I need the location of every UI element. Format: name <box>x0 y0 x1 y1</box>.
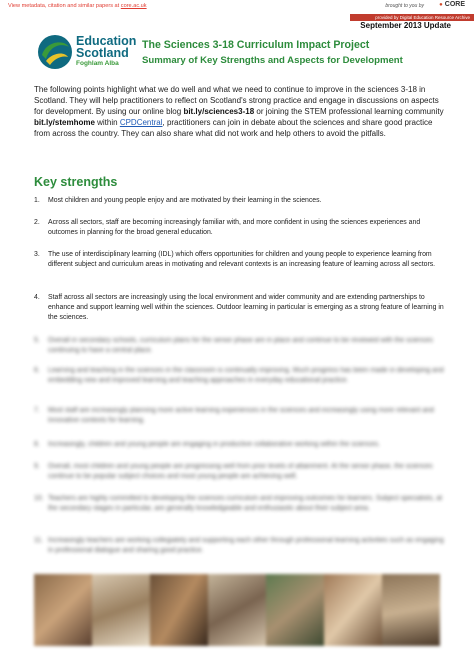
update-date: September 2013 Update <box>360 21 451 30</box>
classroom-photo <box>92 574 150 646</box>
stem-community-link[interactable]: bit.ly/stemhome <box>34 118 95 127</box>
classroom-photo-strip <box>34 574 440 646</box>
metadata-text: View metadata, citation and similar papers at <box>8 3 120 9</box>
key-strengths-heading: Key strengths <box>34 175 118 189</box>
classroom-photo <box>208 574 266 646</box>
metadata-notice <box>8 3 147 9</box>
classroom-photo <box>150 574 208 646</box>
document-subtitle: Summary of Key Strengths and Aspects for Development <box>142 55 403 66</box>
classroom-photo <box>266 574 324 646</box>
classroom-photo <box>382 574 440 646</box>
brought-by-text: brought to you by <box>385 3 424 9</box>
classroom-photo <box>34 574 92 646</box>
blog-link[interactable]: bit.ly/sciences3-18 <box>183 107 255 116</box>
document-title: The Sciences 3-18 Curriculum Impact Project <box>142 39 370 51</box>
cpdcentral-link[interactable]: CPDCentral <box>119 118 163 127</box>
intro-paragraph: The following points highlight what we do well and what we need to continue to improve in the sciences 3-18 in Scotland. They will help practitioners to reflect on Scotland's strong practice and engage in discussions on aspects for development. By using our online blog bit.ly/sciences3-18 or joining the STEM professional learning community bit.ly/stemhome within CPDCentral, practitioners can join in debate about the sciences and share good practice from across the country. They can also share what did not work and help others to avoid the pitfalls. <box>34 85 444 138</box>
core-logo[interactable]: ● CORE <box>439 1 465 8</box>
education-scotland-logo <box>36 33 136 73</box>
core-link[interactable]: core.ac.uk <box>120 3 147 9</box>
logo-line-2: Scotland <box>76 46 129 60</box>
provided-by-strip: provided by Digital Education Resource Archive <box>350 14 474 21</box>
classroom-photo <box>324 574 382 646</box>
logo-swirl-icon <box>36 33 74 71</box>
logo-line-3: Foghlam Alba <box>76 60 119 67</box>
logo-line-1: Education <box>76 34 137 48</box>
